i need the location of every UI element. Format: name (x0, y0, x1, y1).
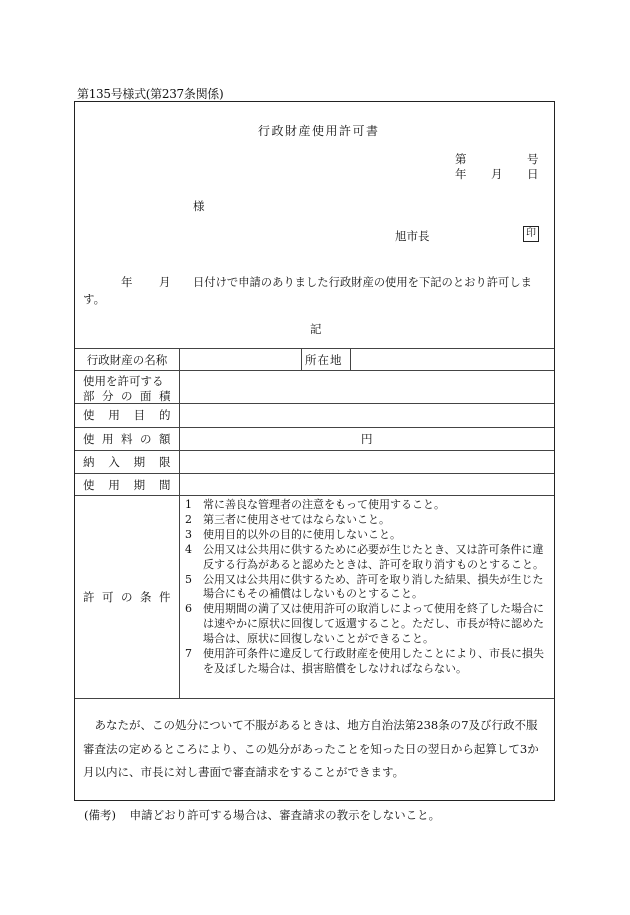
number-label-right: 号 (527, 152, 539, 166)
conditions-label: 許可の条件 (83, 590, 171, 604)
date-month-label: 月 (491, 167, 503, 181)
row-divider (75, 370, 554, 371)
ki-label: 記 (310, 322, 322, 336)
condition-item: 5 公用又は公共用に供するため、許可を取り消した結果、損失が生じた場合にもその補償はしないものとすること。 (185, 572, 544, 601)
condition-item: 3 使用目的以外の目的に使用しないこと。 (185, 527, 401, 541)
location-label: 所在地 (305, 353, 343, 367)
fee-unit: 円 (361, 432, 373, 446)
area-label-line1: 使用を許可する (83, 374, 164, 388)
property-name-label: 行政財産の名称 (86, 353, 168, 367)
row-divider (75, 698, 554, 699)
remarks-label: (備考) (84, 808, 116, 822)
intro-text-line2: す。 (83, 292, 106, 306)
condition-item: 4 公用又は公共用に供するために必要が生じたとき、又は許可条件に違反する行為があると認めたときは、許可を取り消すものとすること。 (185, 542, 544, 571)
condition-item: 7 使用許可条件に違反して行政財産を使用したことにより、市長に損失を及ぼした場合は、損害賠償をしなければならない。 (185, 647, 544, 675)
intro-year: 年 (121, 275, 133, 289)
remarks-text: 申請どおり許可する場合は、審査請求の教示をしないこと。 (129, 808, 441, 822)
number-label-left: 第 (455, 152, 467, 166)
period-label: 使用期間 (83, 478, 171, 492)
date-year-label: 年 (455, 167, 467, 181)
addressee-suffix: 様 (193, 199, 205, 213)
date-day-label: 日 (527, 167, 539, 181)
location-divider-left (301, 348, 302, 370)
condition-item: 6 使用期間の満了又は使用許可の取消しによって使用を終了した場合には速やかに原状に回復して返還すること。ただし、市長が特に認めた場合は、原状に回復しないことができること。 (185, 602, 544, 646)
payment-deadline-label: 納入期限 (83, 455, 171, 469)
intro-month: 月 (159, 275, 171, 289)
seal-mark: 印 (523, 226, 539, 242)
intro-text-line1: 日付けで申請のありました行政財産の使用を下記のとおり許可しま (193, 276, 532, 289)
conditions-list (185, 498, 553, 677)
condition-item: 2 第三者に使用させてはならないこと。 (185, 512, 390, 526)
row-divider (75, 348, 554, 349)
form-number: 第135号様式(第237条関係) (77, 87, 224, 101)
location-divider-right (350, 348, 351, 370)
label-column-divider (179, 348, 180, 698)
appeal-notice: あなたが、この処分について不服があるときは、地方自治法第238条の7及び行政不服審査法の定めるところにより、この処分があったことを知った日の翌日から起算して3か月以内に、市長に対し書面で審査請求をすることができます。 (83, 718, 539, 779)
condition-item: 1 常に善良な管理者の注意をもって使用すること。 (185, 498, 445, 511)
area-label-line2: 部分の面積 (83, 389, 171, 403)
document-title: 行政財産使用許可書 (258, 124, 380, 138)
row-divider (75, 495, 554, 496)
remarks (84, 807, 440, 823)
permit-form (74, 101, 555, 801)
issuer-name: 旭市長 (395, 229, 430, 243)
row-divider (75, 473, 554, 474)
row-divider (75, 427, 554, 428)
fee-label: 使用料の額 (83, 432, 171, 446)
row-divider (75, 450, 554, 451)
purpose-label: 使用目的 (83, 408, 171, 422)
